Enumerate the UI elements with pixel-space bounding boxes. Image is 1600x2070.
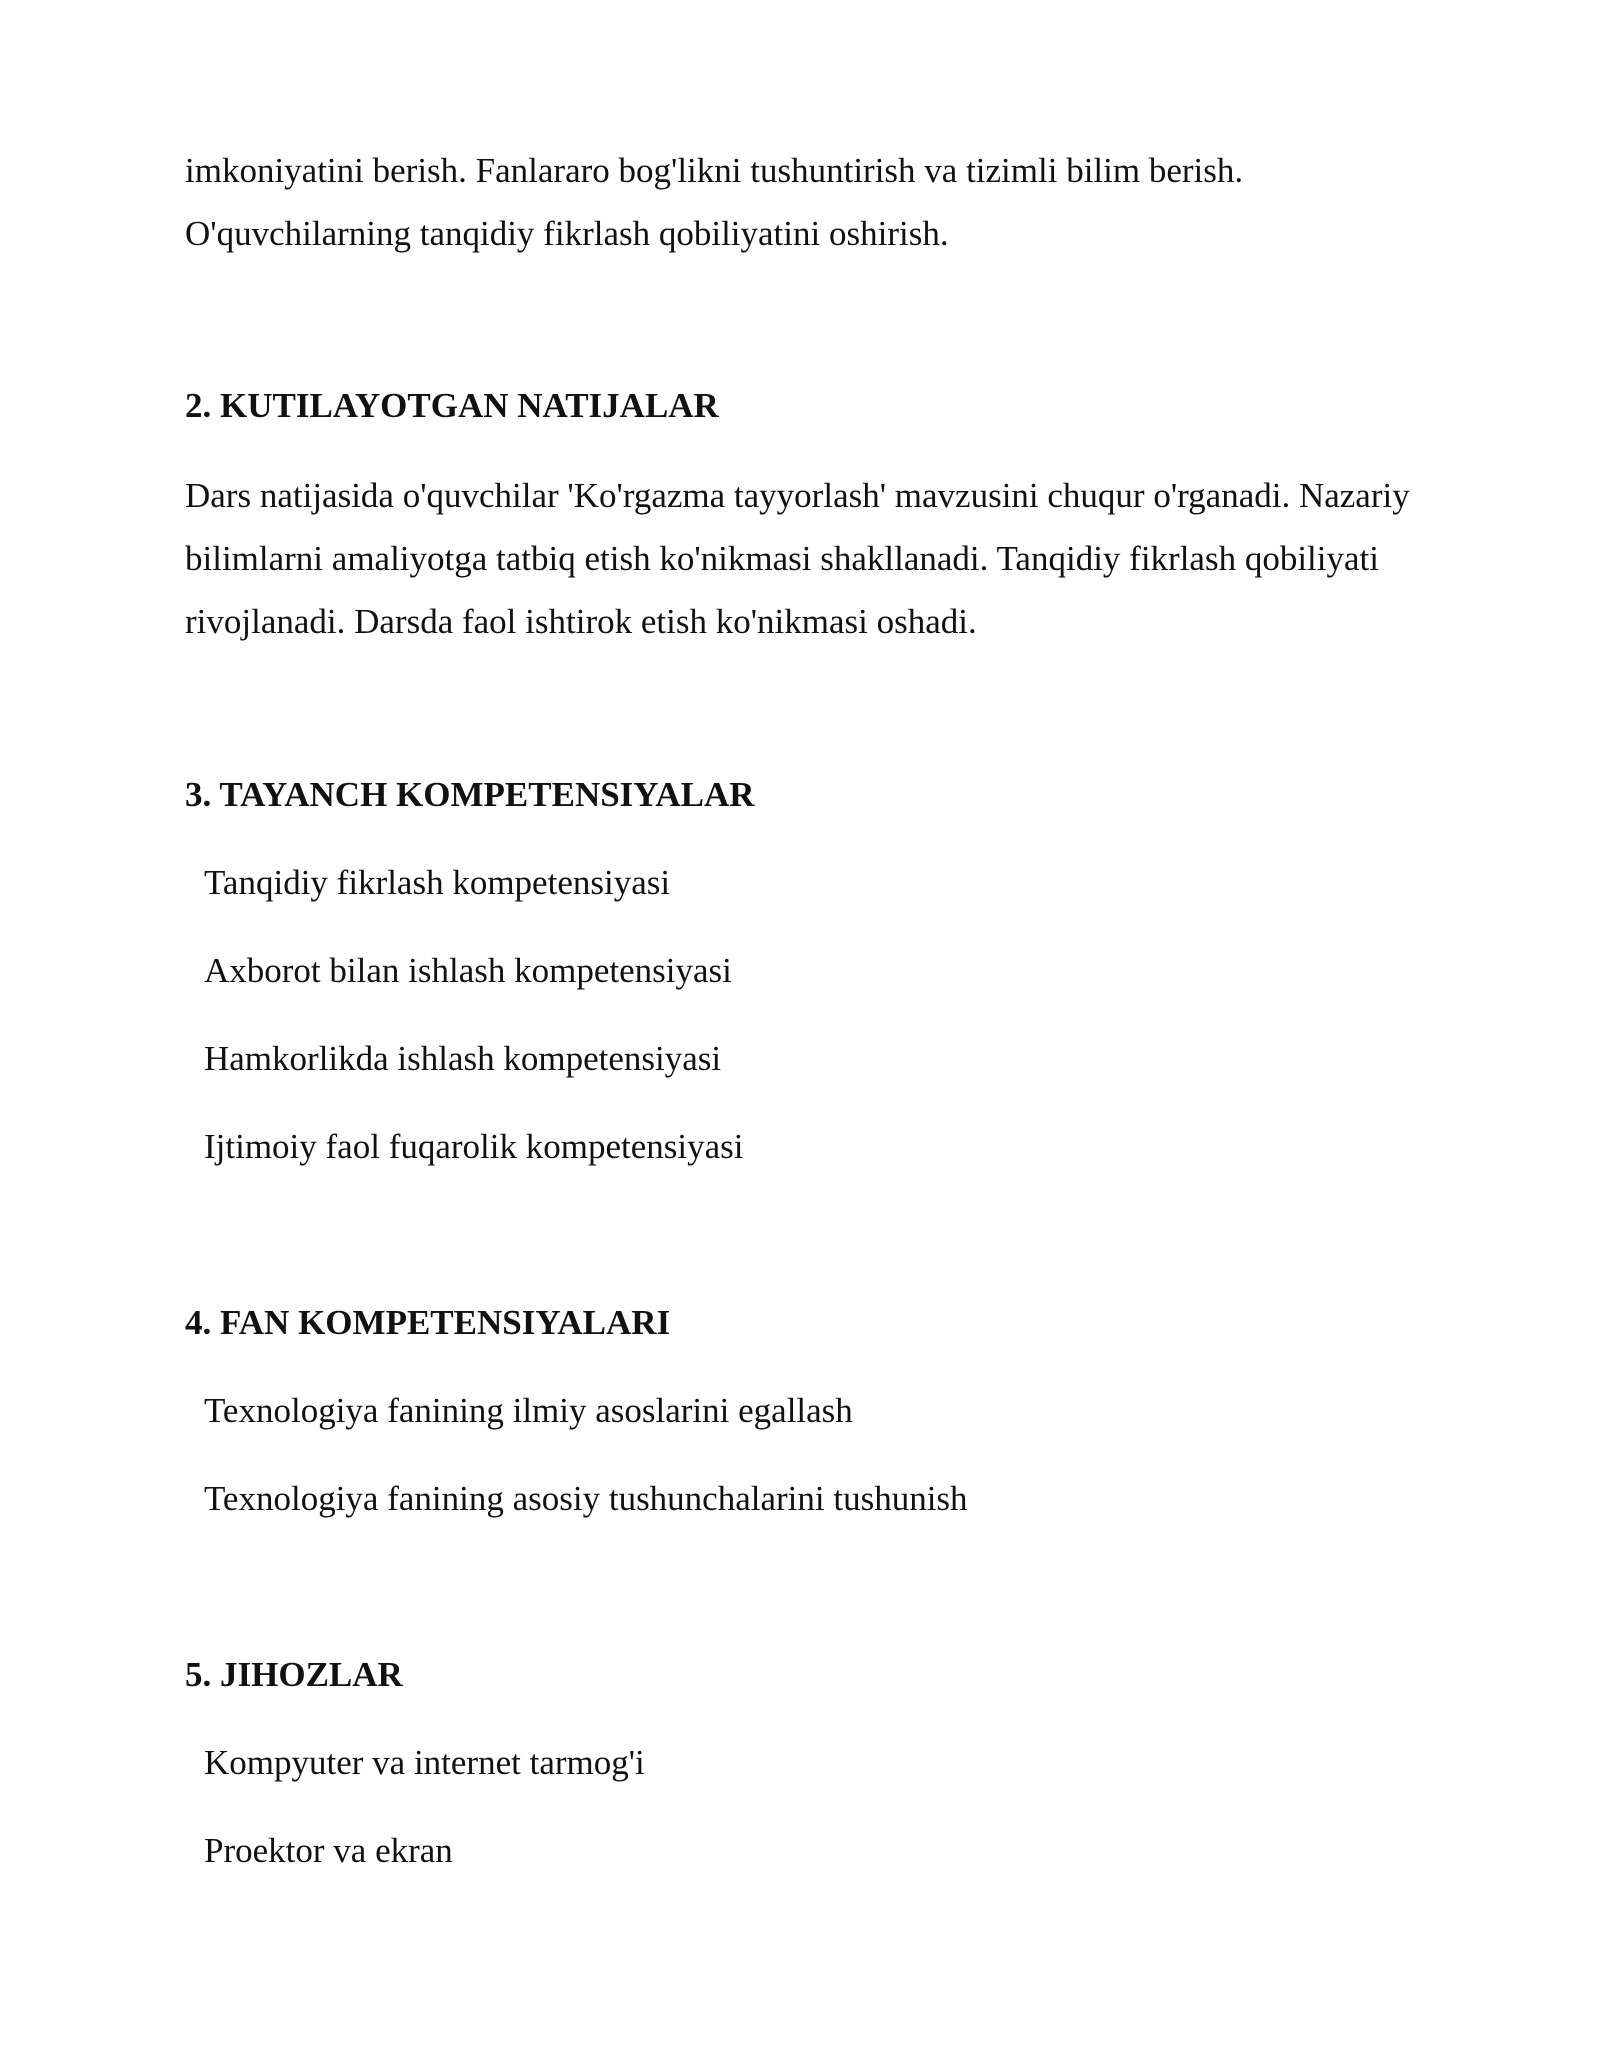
expected-results-paragraph: Dars natijasida o'quvchilar 'Ko'rgazma tayyorlash' mavzusini chuqur o'rganadi. Nazariy bilimlarni amaliyotga tatbiq etish ko'nikmasi shakllanadi. Tanqidiy fikrlash qobiliyati rivojlanadi. Darsda faol ishtirok etish ko'nikmasi oshadi. bbox=[185, 476, 1410, 641]
section-heading-expected-results: 2. KUTILAYOTGAN NATIJALAR bbox=[185, 386, 719, 425]
list-item: Axborot bilan ishlash kompetensiyasi bbox=[204, 951, 732, 990]
list-item: Texnologiya fanining ilmiy asoslarini egallash bbox=[204, 1391, 853, 1430]
section-heading-equipment: 5. JIHOZLAR bbox=[185, 1655, 403, 1694]
list-item: Ijtimoiy faol fuqarolik kompetensiyasi bbox=[204, 1127, 744, 1166]
section-heading-core-competencies: 3. TAYANCH KOMPETENSIYALAR bbox=[185, 775, 755, 814]
intro-paragraph: imkoniyatini berish. Fanlararo bog'likni tushuntirish va tizimli bilim berish. O'quvchilarning tanqidiy fikrlash qobiliyatini oshirish. bbox=[185, 151, 1244, 253]
expected-results-block bbox=[185, 464, 1445, 653]
list-item: Hamkorlikda ishlash kompetensiyasi bbox=[204, 1039, 722, 1078]
section-heading-subject-competencies: 4. FAN KOMPETENSIYALARI bbox=[185, 1303, 671, 1342]
list-item: Texnologiya fanining asosiy tushunchalarini tushunish bbox=[204, 1479, 968, 1518]
list-item: Kompyuter va internet tarmog'i bbox=[204, 1743, 645, 1782]
list-item: Tanqidiy fikrlash kompetensiyasi bbox=[204, 863, 671, 902]
intro-block bbox=[185, 139, 1445, 265]
list-item: Proektor va ekran bbox=[204, 1831, 453, 1870]
